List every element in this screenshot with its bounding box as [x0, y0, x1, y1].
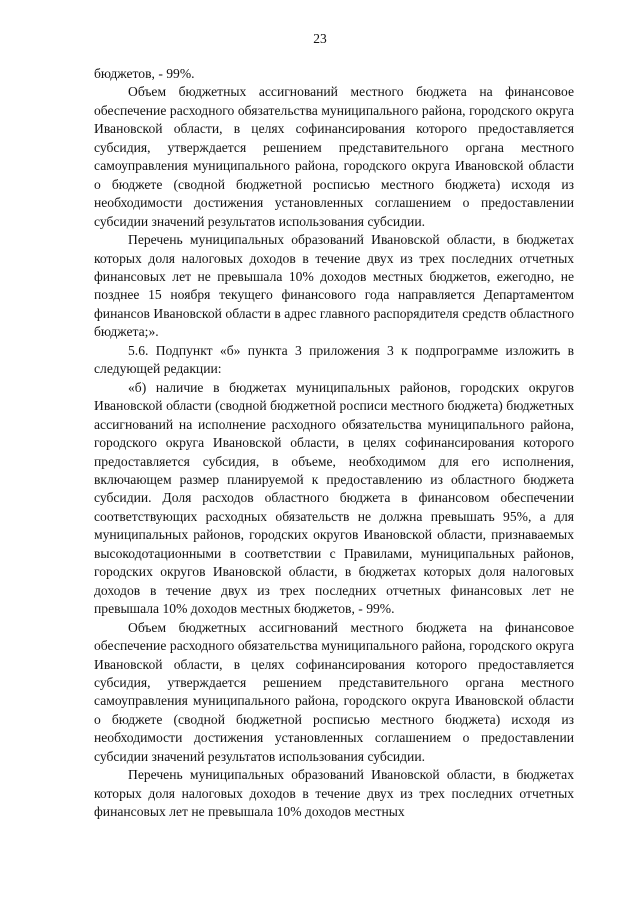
paragraph-municipal-list-repeat: Перечень муниципальных образований Ивановской области, в бюджетах которых доля налоговых доходов в течение двух из трех последних отчетных финансовых лет не превышала 10% доходов местных	[94, 767, 574, 820]
paragraph-budget-volume-repeat: Объем бюджетных ассигнований местного бюджета на финансовое обеспечение расходного обязательства муниципального района, городского округа Ивановской области, в целях софинансирования которого предоставляется субсидия, утверждается решением представительного органа местного самоуправления муниципального района, городского округа Ивановской области о бюджете (сводной бюджетной росписью местного бюджета) исходя из необходимости достижения установленных соглашением о предоставлении субсидии значений результатов использования субсидии.	[94, 619, 574, 764]
page-number: 23	[313, 31, 327, 46]
paragraph-continuation: бюджетов, - 99%.	[94, 66, 195, 81]
paragraph-budget-volume: Объем бюджетных ассигнований местного бюджета на финансовое обеспечение расходного обязательства муниципального района, городского округа Ивановской области, в целях софинансирования которого предоставляется субсидия, утверждается решением представительного органа местного самоуправления муниципального района, городского округа Ивановской области о бюджете (сводной бюджетной росписью местного бюджета) исходя из необходимости достижения установленных соглашением о предоставлении субсидии значений результатов использования субсидии.	[94, 84, 574, 229]
paragraph-municipal-list: Перечень муниципальных образований Ивановской области, в бюджетах которых доля налоговых доходов в течение двух из трех последних отчетных финансовых лет не превышала 10% доходов местных бюджетов, ежегодно, не позднее 15 ноября текущего финансового года направляется Департаментом финансов Ивановской области в адрес главного распорядителя средств областного бюджета;».	[94, 232, 574, 340]
paragraph-subpoint-b: «б) наличие в бюджетах муниципальных районов, городских округов Ивановской области (сводной бюджетной росписи местного бюджета) бюджетных ассигнований на исполнение расходного обязательства муниципального района, городского округа Ивановской области, в целях софинансирования которого предоставляется субсидия, в объеме, необходимом для его исполнения, включающем размер планируемой к предоставлению из областного бюджета субсидии. Доля расходов областного бюджета в финансовом обеспечении соответствующих расходных обязательств не должна превышать 95%, а для муниципальных районов, городских округов Ивановской области, признаваемых высокодотационными в соответствии с Правилами, муниципальных районов, городских округов Ивановской области, в бюджетах которых доля налоговых доходов в течение двух из трех последних отчетных финансовых лет не превышала 10% доходов местных бюджетов, - 99%.	[94, 379, 574, 617]
paragraph-amendment-5-6: 5.6. Подпункт «б» пункта 3 приложения 3 к подпрограмме изложить в следующей редакции:	[94, 342, 574, 377]
document-body	[94, 65, 574, 822]
